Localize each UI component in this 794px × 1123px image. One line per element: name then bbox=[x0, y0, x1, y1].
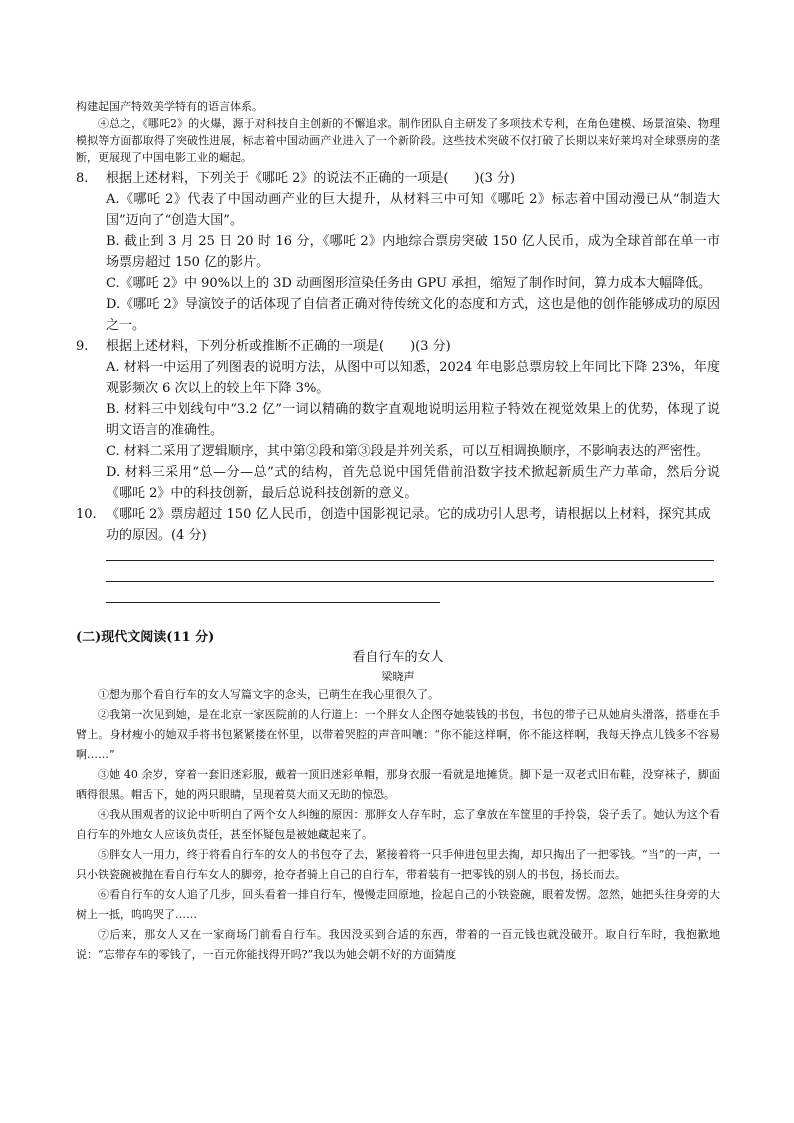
story-author: 梁晓声 bbox=[381, 670, 415, 683]
story-paragraph-2: ②我第一次见到她，是在北京一家医院前的人行道上：一个胖女人企图夺她装钱的书包，书包的带子已从她肩头滑落，搭垂在手臂上。身材瘦小的她双手将书包紧紧搂在怀里，以带着哭腔的声音叫嚷：“你不能这样啊，你不能这样啊，我每天挣点儿钱多不容易啊……” bbox=[76, 708, 720, 761]
question-9 bbox=[76, 336, 720, 357]
question-number: 8. bbox=[76, 171, 89, 186]
question-8 bbox=[76, 168, 720, 189]
exam-page bbox=[76, 98, 720, 965]
option-a: A. 材料一中运用了列图表的说明方法，从图中可以知悉，2024 年电影总票房较上年同比下降 23%，年度观影频次 6 次以上的较上年下降 3%。 bbox=[106, 360, 720, 396]
story-paragraph-6: ⑥看自行车的女人追了几步，回头看着一排自行车，慢慢走回原地，捡起自己的小铁瓷碗，眼着发愣。忽然，她把头往身旁的大树上一抵，呜呜哭了…… bbox=[76, 888, 720, 921]
continuation-line: 构建起国产特效美学特有的语言体系。 bbox=[76, 100, 263, 113]
story-paragraph-7: ⑦后来，那女人又在一家商场门前看自行车。我因没买到合适的东西，带着的一百元钱也就没破开。取自行车时，我抱歉地说：“忘带存车的零钱了，一百元你能找得开吗?”我以为她会朝不好的方面猜度 bbox=[76, 928, 720, 961]
option-d: D.《哪吒 2》导演饺子的话体现了自信者正确对待传统文化的态度和方式，这也是他的创作能够成功的原因之一。 bbox=[106, 297, 720, 333]
question-10 bbox=[76, 504, 720, 546]
question-stem: 根据上述材料，下列分析或推断不正确的一项是( )(3 分) bbox=[106, 339, 451, 354]
option-d: D. 材料三采用“总—分—总”式的结构，首先总说中国凭借前沿数字技术掀起新质生产力革命，然后分说《哪吒 2》中的科技创新，最后总说科技创新的意义。 bbox=[106, 465, 720, 501]
option-b: B. 材料三中划线句中“3.2 亿”一词以精确的数字直观地说明运用粒子特效在视觉效果上的优势，体现了说明文语言的准确性。 bbox=[106, 402, 720, 438]
story-paragraph-5: ⑤胖女人一用力，终于将看自行车的女人的书包夺了去，紧接着将一只手伸进包里去掏，却只掏出了一把零钱。“当”的一声，一只小铁瓷碗被抛在看自行车女人的脚旁，抢夺者骑上自己的自行车，带着装有一把零钱的别人的书包，扬长而去。 bbox=[76, 848, 720, 881]
option-c: C.《哪吒 2》中 90%以上的 3D 动画图形渲染任务由 GPU 承担，缩短了制作时间，算力成本大幅降低。 bbox=[106, 276, 712, 291]
option-b: B. 截止到 3 月 25 日 20 时 16 分，《哪吒 2》内地综合票房突破 150 亿人民币，成为全球首部在单一市场票房超过 150 亿的影片。 bbox=[106, 234, 720, 270]
story-title: 看自行车的女人 bbox=[352, 650, 444, 665]
section-heading: (二)现代文阅读(11 分) bbox=[76, 630, 215, 645]
question-stem: 根据上述材料，下列关于《哪吒 2》的说法不正确的一项是( )(3 分) bbox=[106, 171, 516, 186]
material-paragraph-4: ④总之，《哪吒2》的火爆，源于对科技自主创新的不懈追求。制作团队自主研发了多项技术专利，在角色建模、场景渲染、物理模拟等方面都取得了突破性进展，标志着中国动画产业进入了一个新阶段。这些技术突破不仅打破了长期以来好莱坞对全球票房的垄断，更展现了中国电影工业的崛起。 bbox=[76, 117, 720, 164]
question-stem: 《哪吒 2》票房超过 150 亿人民币，创造中国影视记录。它的成功引人思考，请根据以上材料，探究其成功的原因。(4 分) bbox=[106, 507, 711, 543]
story-paragraph-3: ③她 40 余岁，穿着一套旧迷彩服，戴着一顶旧迷彩单帽，那身衣服一看就是地摊货。脚下是一双老式旧布鞋，没穿袜子，脚面晒得很黑。帽舌下，她的两只眼睛，呈现着莫大而又无助的惊恐。 bbox=[76, 768, 720, 801]
option-c: C. 材料二采用了逻辑顺序，其中第②段和第③段是并列关系，可以互相调换顺序，不影响表达的严密性。 bbox=[106, 444, 709, 459]
story-paragraph-4: ④我从围观者的议论中听明白了两个女人纠缠的原因：那胖女人存车时，忘了拿放在车筐里的手拎袋，袋子丢了。她认为这个看自行车的外地女人应该负责任，甚至怀疑包是被她藏起来了。 bbox=[76, 808, 720, 841]
question-number: 9. bbox=[76, 339, 89, 354]
story-paragraph-1: ①想为那个看自行车的女人写篇文字的念头，已萌生在我心里很久了。 bbox=[98, 688, 439, 701]
option-a: A.《哪吒 2》代表了中国动画产业的巨大提升，从材料三中可知《哪吒 2》标志着中国动漫已从“制造大国”迈向了“创造大国”。 bbox=[106, 192, 720, 228]
question-number: 10. bbox=[76, 507, 97, 522]
